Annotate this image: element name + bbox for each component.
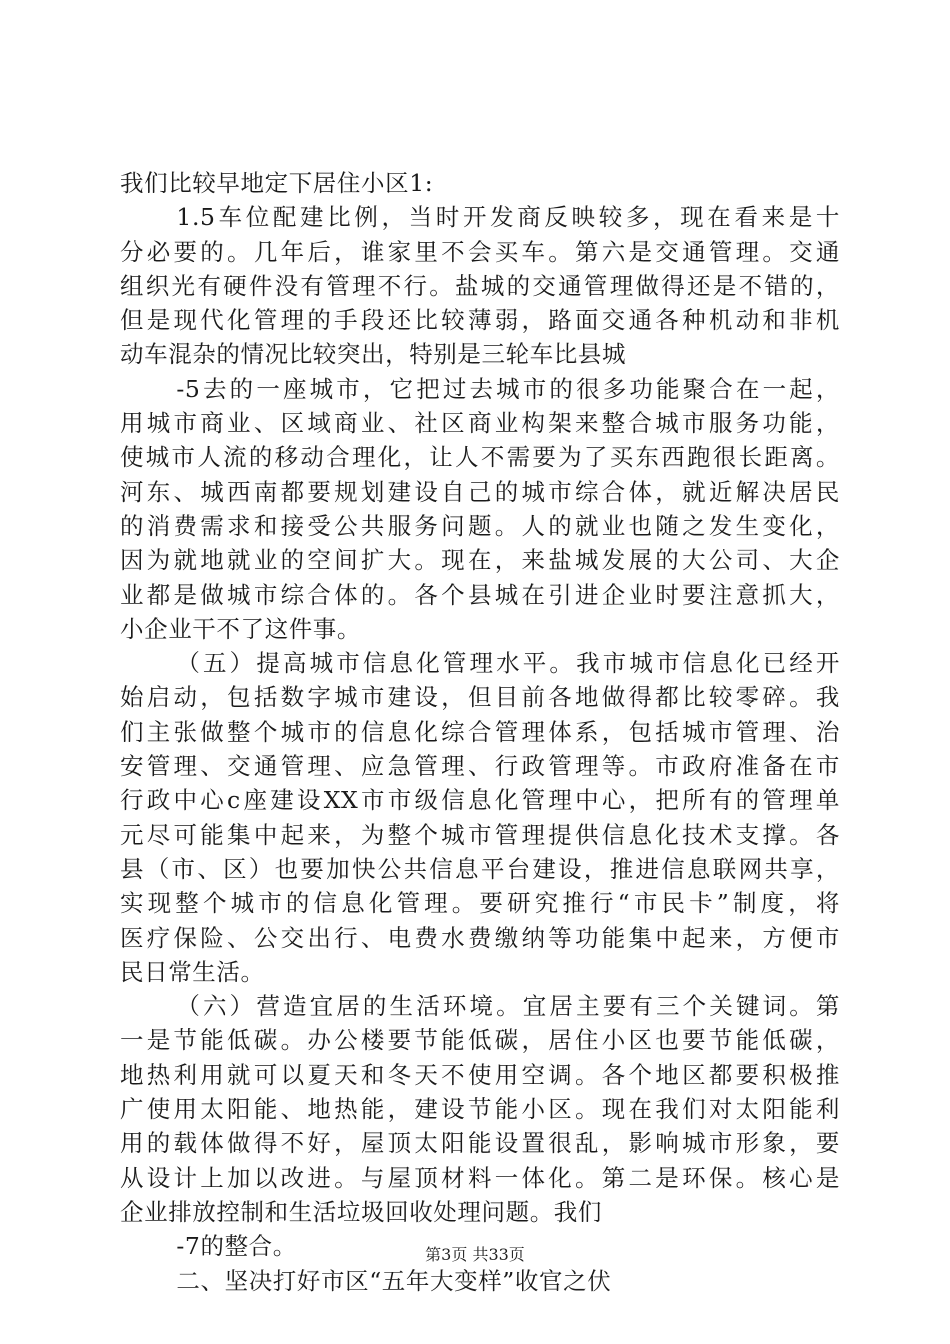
text-line: 用的载体做得不好，屋顶太阳能设置很乱，影响城市形象，要 [120, 1129, 840, 1158]
text-line: 动车混杂的情况比较突出，特别是三轮车比县城 [120, 340, 627, 369]
text-line: 二、坚决打好市区“五年大变样”收官之伏 [176, 1266, 612, 1295]
text-line: 分必要的。几年后，谁家里不会买车。第六是交通管理。交通 [120, 237, 840, 266]
text-line: 的消费需求和接受公共服务问题。人的就业也随之发生变化， [120, 511, 840, 540]
text-line: 安管理、交通管理、应急管理、行政管理等。市政府准备在市 [120, 752, 840, 781]
text-line: 业都是做城市综合体的。各个县城在引进企业时要注意抓大， [120, 580, 840, 609]
text-line: 医疗保险、公交出行、电费水费缴纳等功能集中起来，方便市 [120, 923, 840, 952]
text-line: 行政中心c座建设XX市市级信息化管理中心，把所有的管理单 [120, 786, 840, 815]
text-line: 始启动，包括数字城市建设，但目前各地做得都比较零碎。我 [120, 683, 840, 712]
text-line: 组织光有硬件没有管理不行。盐城的交通管理做得还是不错的， [120, 271, 840, 300]
text-line: （五）提高城市信息化管理水平。我市城市信息化已经开 [176, 649, 840, 678]
text-line: -7的整合。 [176, 1232, 297, 1261]
page-footer: 第3页 共33页 [425, 1245, 525, 1264]
text-line: 1.5车位配建比例，当时开发商反映较多，现在看来是十 [176, 203, 840, 232]
text-line: 但是现代化管理的手段还比较薄弱，路面交通各种机动和非机 [120, 306, 840, 335]
text-line: 河东、城西南都要规划建设自己的城市综合体，就近解决居民 [120, 477, 840, 506]
text-line: 从设计上加以改进。与屋顶材料一体化。第二是环保。核心是 [120, 1163, 840, 1192]
text-line: 元尽可能集中起来，为整个城市管理提供信息化技术支撑。各 [120, 820, 840, 849]
text-line: 们主张做整个城市的信息化综合管理体系，包括城市管理、治 [120, 717, 840, 746]
text-line: 县（市、区）也要加快公共信息平台建设，推进信息联网共享， [120, 854, 840, 883]
text-line: 地热利用就可以夏天和冬天不使用空调。各个地区都要积极推 [120, 1060, 840, 1089]
text-line: 我们比较早地定下居住小区1: [120, 169, 434, 197]
text-line: 广使用太阳能、地热能，建设节能小区。现在我们对太阳能利 [120, 1095, 840, 1124]
text-line: 一是节能低碳。办公楼要节能低碳，居住小区也要节能低碳， [120, 1026, 840, 1055]
text-line: （六）营造宜居的生活环境。宜居主要有三个关键词。第 [176, 992, 840, 1021]
text-line: 因为就地就业的空间扩大。现在，来盐城发展的大公司、大企 [120, 546, 840, 575]
text-line: 实现整个城市的信息化管理。要研究推行“市民卡”制度，将 [120, 889, 840, 918]
text-line: 小企业干不了这件事。 [120, 614, 361, 643]
document-body [120, 166, 840, 1298]
text-line: 民日常生活。 [120, 957, 265, 986]
text-line: 使城市人流的移动合理化，让人不需要为了买东西跑很长距离。 [120, 443, 840, 472]
text-line: 企业排放控制和生活垃圾回收处理问题。我们 [120, 1197, 602, 1226]
text-line: 用城市商业、区域商业、社区商业构架来整合城市服务功能， [120, 409, 840, 438]
text-line: -5去的一座城市，它把过去城市的很多功能聚合在一起， [176, 374, 840, 403]
